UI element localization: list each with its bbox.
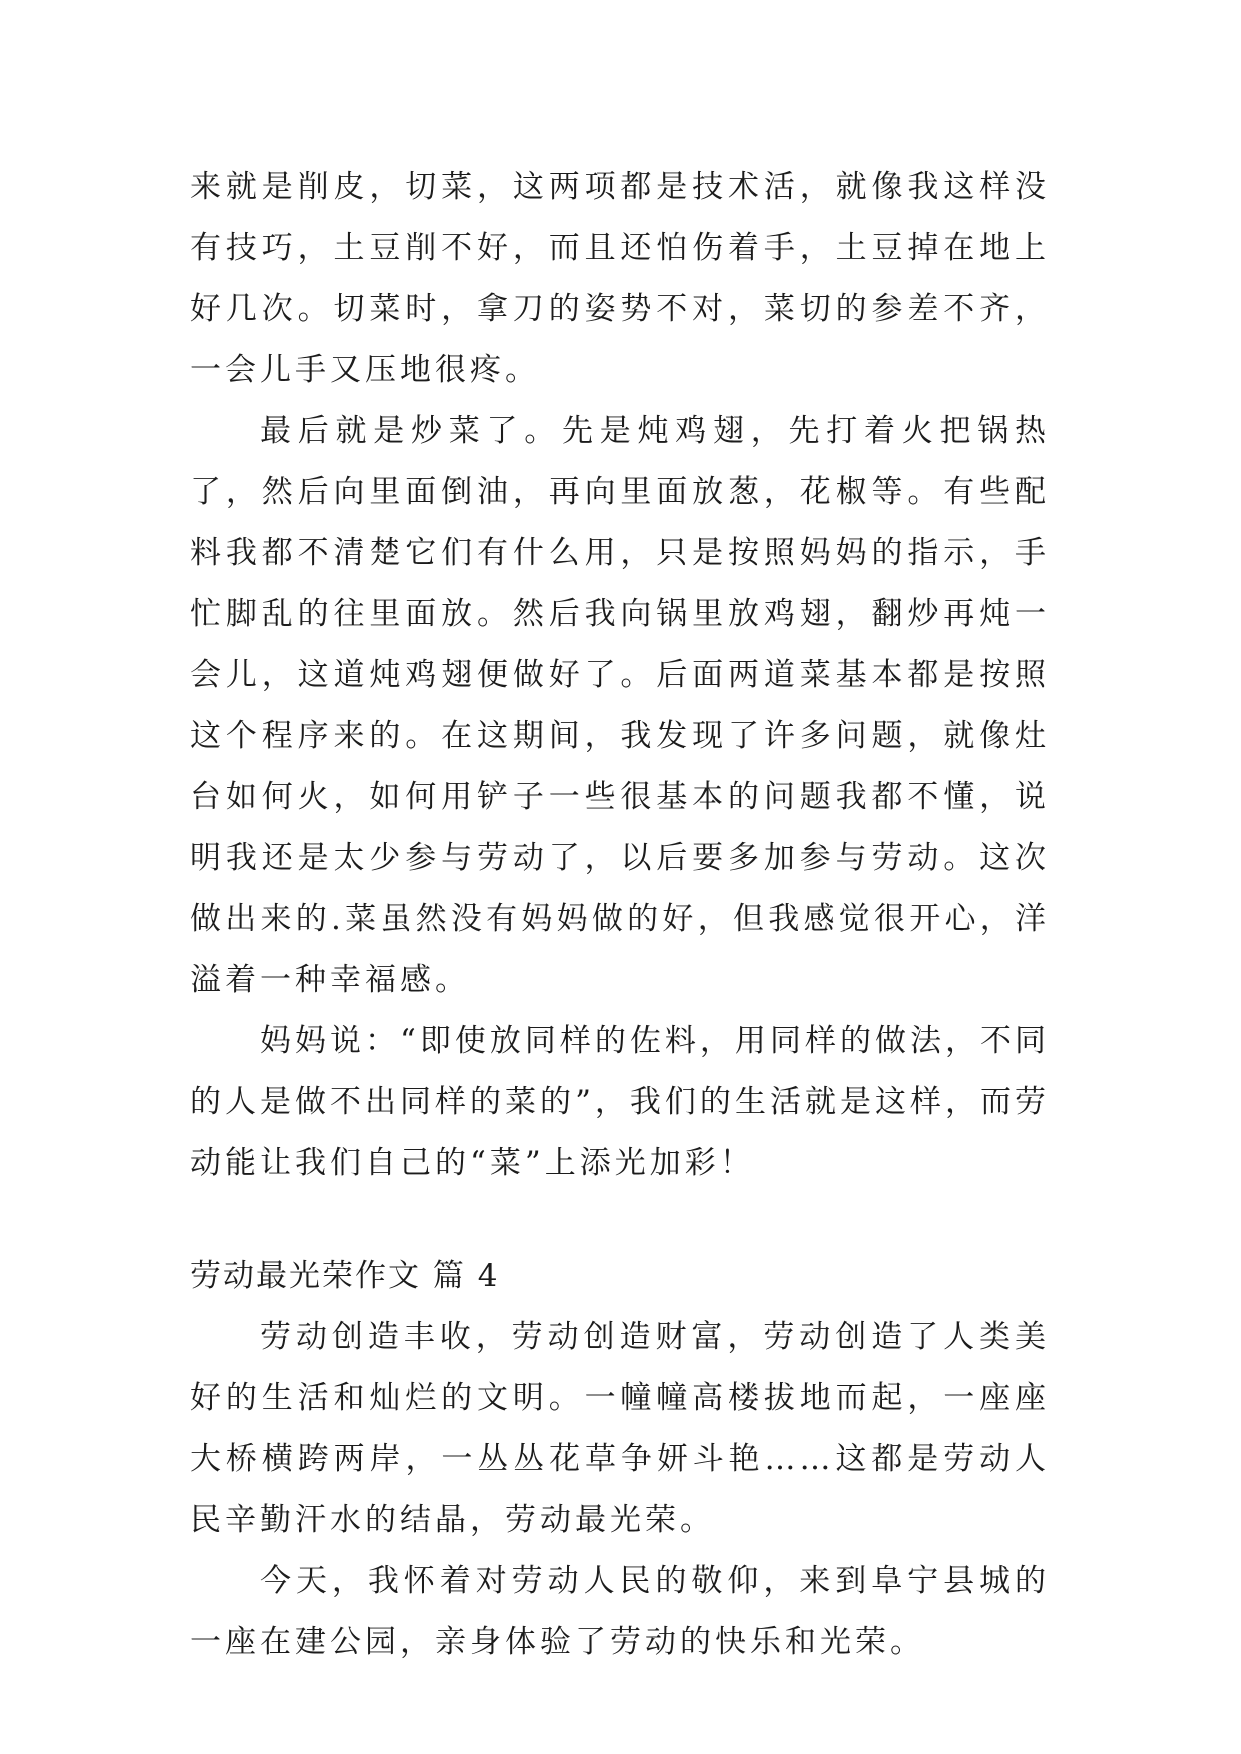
paragraph-labor-creates: 劳动创造丰收，劳动创造财富，劳动创造了人类美好的生活和灿烂的文明。一幢幢高楼拔地而起，一座座大桥横跨两岸，一丛丛花草争妍斗艳……这都是劳动人民辛勤汗水的结晶，劳动最光荣。 [190,1319,1050,1538]
paragraph-today: 今天，我怀着对劳动人民的敬仰，来到阜宁县城的一座在建公园，亲身体验了劳动的快乐和光荣。 [190,1563,1050,1660]
paragraph-continued: 来就是削皮，切菜，这两项都是技术活，就像我这样没有技巧，土豆削不好，而且还怕伤着手，土豆掉在地上好几次。切菜时，拿刀的姿势不对，菜切的参差不齐，一会儿手又压地很疼。 [190,169,1050,388]
document-body [190,157,1050,1673]
paragraph-mother-quote: 妈妈说：“即使放同样的佐料，用同样的做法，不同的人是做不出同样的菜的”，我们的生活就是这样，而劳动能让我们自己的“菜”上添光加彩！ [190,1023,1050,1181]
paragraph-cooking: 最后就是炒菜了。先是炖鸡翅，先打着火把锅热了，然后向里面倒油，再向里面放葱，花椒等。有些配料我都不清楚它们有什么用，只是按照妈妈的指示，手忙脚乱的往里面放。然后我向锅里放鸡翅，翻炒再炖一会儿，这道炖鸡翅便做好了。后面两道菜基本都是按照这个程序来的。在这期间，我发现了许多问题，就像灶台如何火，如何用铲子一些很基本的问题我都不懂，说明我还是太少参与劳动了，以后要多加参与劳动。这次做出来的.菜虽然没有妈妈做的好，但我感觉很开心，洋溢着一种幸福感。 [190,413,1050,998]
section-heading: 劳动最光荣作文 篇 4 [190,1258,500,1294]
